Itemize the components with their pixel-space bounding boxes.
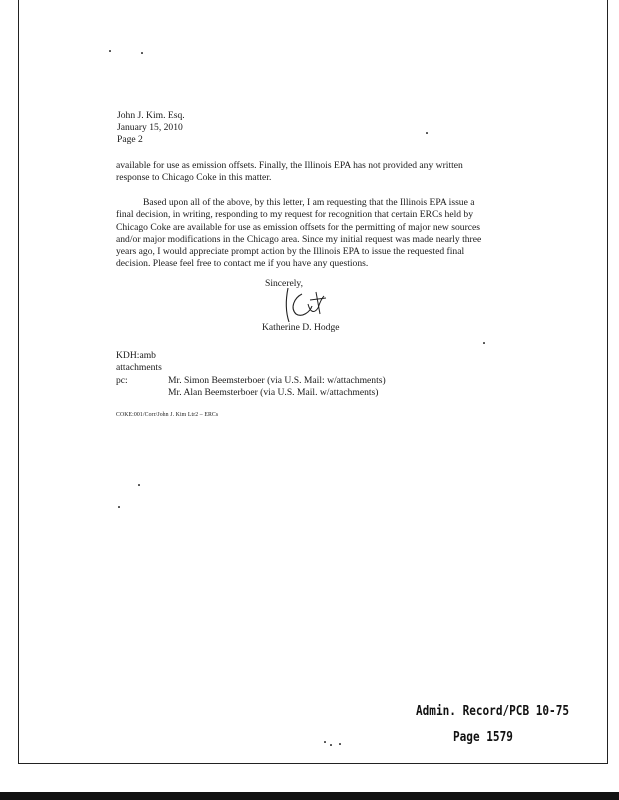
scan-speck (109, 50, 111, 52)
pc-recipients (168, 375, 386, 400)
closing: Sincerely, (265, 278, 304, 289)
initials-line: KDH:amb (116, 350, 156, 361)
paragraph-line: Based upon all of the above, by this letter, I am requesting that the Illinois EPA issue a (143, 197, 475, 208)
scan-speck (141, 52, 143, 54)
attachments-line: attachments (116, 362, 162, 374)
pc-recipient: Mr. Alan Beemsterboer (via U.S. Mail. w/attachments) (168, 387, 379, 399)
paragraph-line: final decision, in writing, responding to my request for recognition that certain ERCs held by (116, 209, 474, 221)
heading-recipient: John J. Kim. Esq. (117, 110, 185, 121)
paragraph-line: response to Chicago Coke in this matter. (116, 172, 272, 184)
handwritten-signature (280, 284, 330, 326)
paragraph-line: available for use as emission offsets. Finally, the Illinois EPA has not provided any written (116, 160, 463, 171)
paragraph-request (116, 197, 481, 271)
scan-speck (324, 741, 326, 743)
admin-record-stamp: Admin. Record/PCB 10-75 (416, 704, 570, 719)
paragraph-line: and/or major modifications in the Chicago area. Since my initial request was made nearly three (116, 233, 482, 245)
paragraph-continuation (116, 160, 463, 185)
scan-speck (118, 506, 120, 508)
scan-speck (330, 744, 332, 746)
page-border-left (18, 0, 19, 764)
scan-speck (426, 132, 428, 134)
paragraph-line: Chicago Coke are available for use as emission offsets for the permitting of major new sources (116, 221, 481, 233)
file-path: COKE:001/Corr/John J. Kim Ltr2 – ERCs (116, 412, 219, 418)
signer-name: Katherine D. Hodge (262, 322, 340, 333)
letter-heading (117, 110, 185, 146)
heading-date: January 15, 2010 (117, 122, 183, 133)
scan-speck (339, 743, 341, 745)
page-border-bottom (18, 763, 608, 764)
scan-speck (138, 484, 140, 486)
heading-page: Page 2 (117, 134, 143, 145)
typist-initials (116, 350, 162, 375)
scan-speck (483, 342, 485, 344)
scan-bottom-bar (0, 792, 619, 800)
page-border-right (607, 0, 608, 764)
page-number-stamp: Page 1579 (453, 730, 513, 745)
paragraph-line: years ago, I would appreciate prompt action by the Illinois EPA to issue the requested final (116, 246, 465, 258)
pc-label: pc: (116, 375, 128, 386)
pc-recipient: Mr. Simon Beemsterboer (via U.S. Mail: w/attachments) (168, 375, 386, 386)
paragraph-line: decision. Please feel free to contact me if you have any questions. (116, 258, 369, 270)
